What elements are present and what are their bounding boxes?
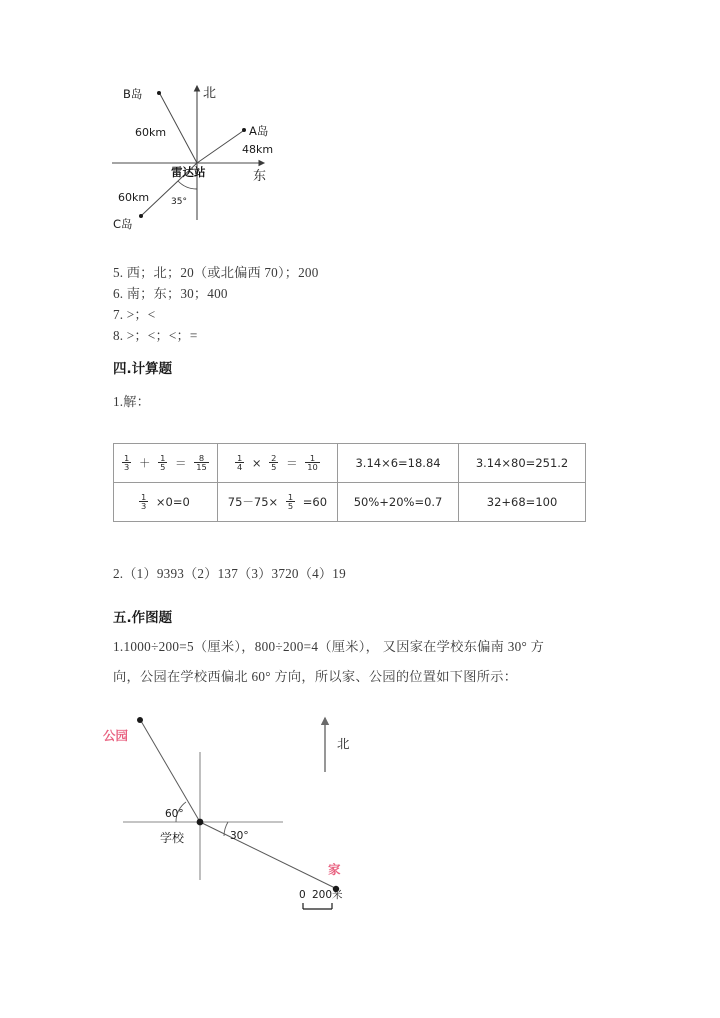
school-park-home-map [100,702,390,917]
expression-suffix: =60 [302,495,328,509]
label-b-distance: 60km [135,126,167,139]
section-heading-five: 五.作图题 [113,610,173,626]
label-angle-30: 30° [230,830,249,842]
label-b-island: B岛 [123,87,143,101]
label-scale-value: 200米 [312,889,343,901]
operator-plus: ＋ [138,456,151,470]
cell-r1c4: 3.14×80=251.2 [459,444,586,483]
expression-prefix: 75－75× [227,495,279,509]
cell-r2c1 [114,483,218,522]
label-north: 北 [203,86,217,101]
label-home: 家 [328,862,341,877]
cell-r1c1 [114,444,218,483]
expression-times-zero: ×0=0 [155,495,190,509]
operator-equals: ＝ [175,456,187,470]
ray-to-home [200,822,335,888]
point-c [139,214,143,218]
label-east: 东 [253,169,267,184]
label-angle-35: 35° [171,197,187,207]
map-diagram-svg [100,702,390,917]
point-b [157,91,161,95]
radar-station-bearing-diagram [110,72,290,237]
label-school: 学校 [160,831,185,845]
operator-equals: ＝ [286,456,298,470]
label-c-distance: 60km [118,191,150,204]
fraction-one-quarter: $\frac{1}{4}$ [236,452,243,472]
answer-line-5: 5. 西；北；20（或北偏西 70）；200 [113,265,319,280]
point-a [242,128,246,132]
cell-r2c3: 50%+20%=0.7 [338,483,459,522]
ray-to-park [141,721,200,822]
fraction-two-fifths: $\frac{2}{5}$ [271,452,277,472]
calculation-table [113,443,586,522]
label-a-distance: 48km [242,143,274,156]
operator-times: × [251,456,262,470]
cell-r1c2 [217,444,337,483]
cell-r1c3: 3.14×6=18.84 [338,444,459,483]
point-school [197,819,204,826]
fraction-one-tenth: $\frac{1}{10}$ [307,452,318,472]
label-a-island: A岛 [249,124,269,138]
label-c-island: C岛 [113,217,133,231]
answer-line-6: 6. 南；东；30；400 [113,286,228,301]
answer-line-7: 7. >；< [113,307,156,322]
angle-arc-35 [178,181,197,189]
ray-to-a [197,131,243,163]
fraction-one-fifth: $\frac{1}{5}$ [160,452,166,472]
section-heading-four: 四.计算题 [113,361,173,377]
solve-label: 1.解： [113,394,151,409]
cell-r2c4: 32+68=100 [459,483,586,522]
radar-diagram-svg [110,72,290,237]
fraction-eight-fifteenths: $\frac{8}{15}$ [196,452,207,472]
label-scale-zero: 0 [299,889,306,901]
label-angle-60: 60° [165,808,184,820]
label-north: 北 [337,736,350,751]
section-five-paragraph-line-2: 向，公园在学校西偏北 60° 方向，所以家、公园的位置如下图所示： [113,669,518,684]
fraction-one-third: $\frac{1}{3}$ [140,491,147,511]
label-park: 公园 [103,728,129,743]
section-five-paragraph-line-1: 1.1000÷200=5（厘米），800÷200=4（厘米）， 又因家在学校东偏南 30° 方 [113,639,545,654]
answer-line-8: 8. >；<；<；= [113,328,198,343]
point-park [137,717,143,723]
table-row [114,444,586,483]
table-row [114,483,586,522]
fraction-one-fifth: $\frac{1}{5}$ [287,491,294,511]
section-four-answer-line: 2.（1）9393（2）137（3）3720（4）19 [113,566,346,581]
cell-r2c2 [217,483,337,522]
fraction-one-third: $\frac{1}{3}$ [124,452,130,472]
label-radar-station: 雷达站 [171,165,206,179]
